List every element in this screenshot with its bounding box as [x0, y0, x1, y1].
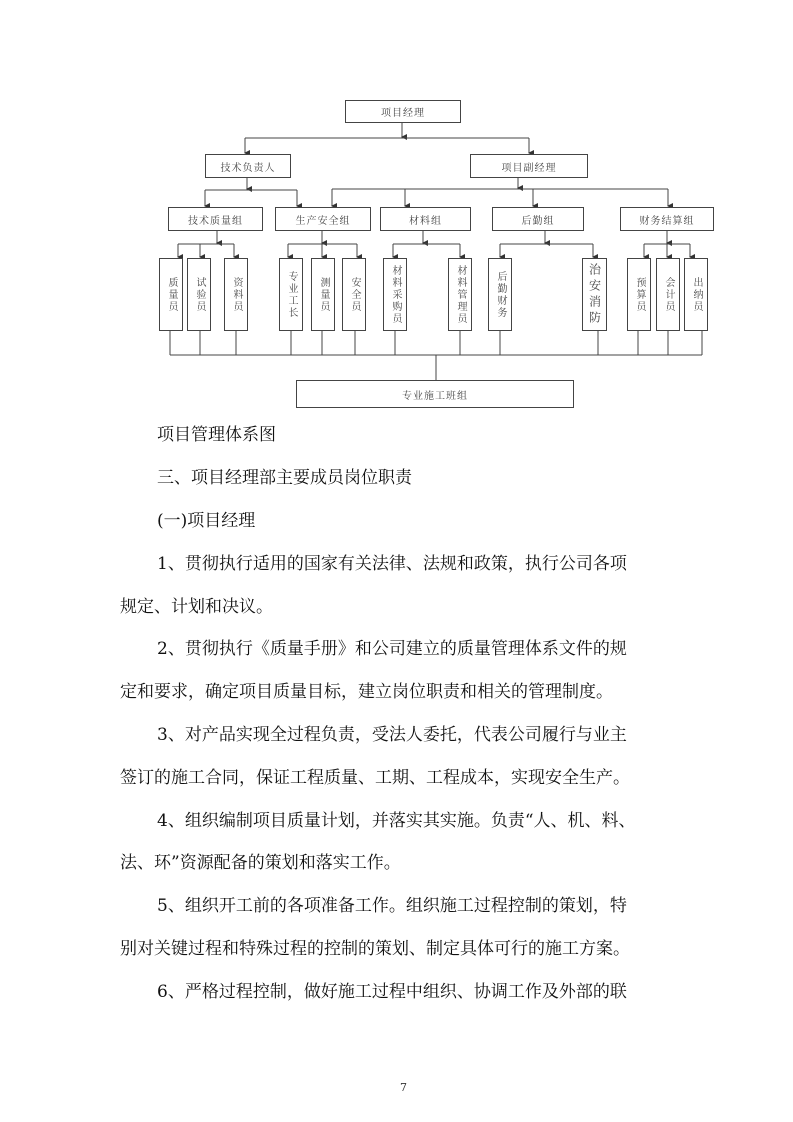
org-role-cashier: 出纳员: [684, 258, 708, 331]
org-role-document-clerk: 资料员: [224, 258, 248, 331]
org-group-materials: 材料组: [380, 207, 471, 231]
org-role-accountant: 会计员: [656, 258, 680, 331]
paragraph-1-line-2: 规定、计划和决议。: [120, 597, 273, 617]
paragraph-6-line-1: 6、严格过程控制，做好施工过程中组织、协调工作及外部的联: [157, 982, 627, 1002]
org-group-production-safety: 生产安全组: [275, 207, 371, 231]
paragraph-1-line-1: 1、贯彻执行适用的国家有关法律、法规和政策，执行公司各项: [157, 554, 627, 574]
org-role-foreman: 专业工长: [279, 258, 303, 331]
paragraph-5-line-2: 别对关键过程和特殊过程的控制的策划、制定具体可行的施工方案。: [120, 939, 630, 959]
paragraph-2-line-2: 定和要求，确定项目质量目标，建立岗位职责和相关的管理制度。: [120, 682, 613, 702]
org-node-project-manager: 项目经理: [345, 100, 461, 123]
paragraph-4-line-1: 4、组织编制项目质量计划，并落实其实施。负责“人、机、料、: [157, 811, 636, 831]
org-role-material-purchaser: 材料采购员: [383, 258, 407, 331]
org-role-budget-officer: 预算员: [627, 258, 651, 331]
org-chart: [0, 0, 793, 420]
org-role-quality-inspector: 质量员: [159, 258, 183, 331]
org-node-deputy-manager: 项目副经理: [470, 154, 588, 178]
org-group-finance: 财务结算组: [620, 207, 714, 231]
paragraph-5-line-1: 5、组织开工前的各项准备工作。组织施工过程控制的策划，特: [157, 896, 627, 916]
subsection-title: (一)项目经理: [157, 511, 256, 531]
org-role-material-manager: 材料管理员: [448, 258, 472, 331]
org-group-technical-quality: 技术质量组: [168, 207, 263, 231]
paragraph-2-line-1: 2、贯彻执行《质量手册》和公司建立的质量管理体系文件的规: [157, 639, 627, 659]
section-title: 三、项目经理部主要成员岗位职责: [157, 468, 412, 488]
org-role-logistics-finance: 后勤财务: [488, 258, 512, 331]
org-role-security-fire: 治安消防: [582, 258, 607, 331]
org-node-construction-teams: 专业施工班组: [296, 380, 574, 408]
org-role-surveyor: 测量员: [311, 258, 335, 331]
page-number: 7: [400, 1081, 407, 1094]
org-role-tester: 试验员: [187, 258, 211, 331]
org-node-technical-lead: 技术负责人: [205, 154, 291, 178]
paragraph-3-line-1: 3、对产品实现全过程负责，受法人委托，代表公司履行与业主: [157, 725, 627, 745]
figure-caption: 项目管理体系图: [157, 425, 276, 445]
org-role-safety-officer: 安全员: [342, 258, 366, 331]
org-group-logistics: 后勤组: [492, 207, 584, 231]
paragraph-3-line-2: 签订的施工合同，保证工程质量、工期、工程成本，实现安全生产。: [120, 768, 630, 788]
paragraph-4-line-2: 法、环”资源配备的策划和落实工作。: [120, 853, 401, 873]
